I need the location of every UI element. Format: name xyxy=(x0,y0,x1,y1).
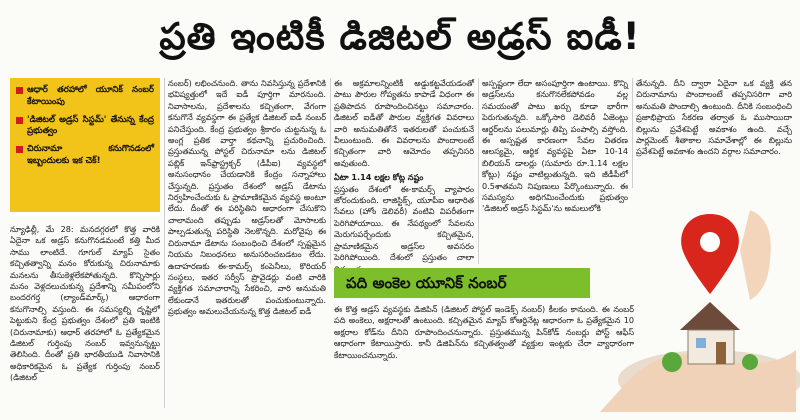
column-3 xyxy=(334,78,474,263)
bullet-icon xyxy=(16,87,23,94)
pointing-hand-icon xyxy=(740,210,771,300)
banner-paragraph: ఈ కొత్త అడ్రస్ వ్యవస్థకు డిజిపిన్ (డిజిటల్ పోస్టల్ ఇండెక్స్ నంబర్) కీలకం కానుంది. ఈ నంబర్ పది అంకెలు, అక్షరాలతో ఉంటుంది. కచ్చితమైన మ్యాప్ కోఆర్డినేట్ల ఆధారంగా ఓ ప్రత్యేకమైన 10 అక్షరాల కోడ్‌ను దీనిని రూపొందించనున్నారు. ప్రస్తుతమున్న పిన్‌కోడ్ నంబర్లు పోస్ట్ ఆఫీస్ ఆధారంగా కేటాయిస్తారు. కానీ డిజిపిన్‌ను కచ్చితత్వంతో వ్యక్తుల ఇంట్లకు చేరా వ్యాధారంగా కేటాయించనున్నారు. xyxy=(334,304,634,360)
highlight-text: చిరునామా కనుగొనడంలో ఇబ్బందులకు ఇక చెక్! xyxy=(27,144,154,166)
bullet-icon xyxy=(16,117,23,124)
highlight-item xyxy=(16,144,154,168)
article-paragraph: ఈ అక్రమాలన్నింటికీ అడ్డుకట్టవేయడంతో పాటు పౌరుల గోప్యతను కాపాడే విధంగా ఈ ప్రతిపాదన రూపొందించినట్టు సమాచారం. డిజిటల్ ఐడీతో పౌరుల వ్యక్తిగత వివరాలు వారి అనుమతితోనే ఇతరులతో పంచుకునే వీలుంటుంది. ఈ వివరాలను పొందాలంటే కచ్చితంగా వారి ఆమోదం తప్పనిసరి అవుతుంది. xyxy=(334,78,474,168)
tree-icon xyxy=(662,352,682,372)
article-paragraph: ప్రస్తుతం దేశంలో ఈ-కామర్స్ వ్యాపారం జోరందుకుంది. లాజిస్టిక్స్, యూపీఐ ఆధారిత సేవలు (హోం డెలివరీ) వంటివి విపరీతంగా పెరిగిపోయాయి. ఈ నేపథ్యంలో సేవలను మెరుగుపర్చేందుకు కచ్చితమైన, ప్రామాణికమైన అడ్రస్‌ల అవసరం పెరిగిపోయింది. దేశంలో ప్రస్తుతం చాలా xyxy=(334,183,474,263)
section-banner: పది అంకెల యూనిక్ నంబర్ xyxy=(334,268,590,298)
column-2 xyxy=(168,78,326,400)
column-divider xyxy=(632,78,633,188)
highlight-text: 'డిజిటల్ అడ్రస్ సిస్టమ్' తేనున్న కేంద్ర ప్రభుత్వం xyxy=(27,114,154,137)
pin-hole-shape xyxy=(700,232,720,252)
column-5 xyxy=(636,78,792,178)
tree-icon xyxy=(742,354,758,370)
bullet-icon xyxy=(16,146,23,153)
column-divider xyxy=(330,78,331,264)
location-pin-icon xyxy=(681,214,739,294)
door-shape xyxy=(716,342,726,364)
headline: ప్రతి ఇంటికీ డిజిటల్ అడ్రస్ ఐడీ! xyxy=(159,15,641,58)
window-shape xyxy=(696,338,706,348)
article-subheading: ఏటా 1.14 లక్షల కోట్ల నష్టం xyxy=(334,172,424,183)
highlight-item xyxy=(16,115,154,139)
article-paragraph: అస్పష్టంగా లేదా అసంపూర్తిగా ఉంటాయి. కొన్ని అడ్రస్‌లను కనుగొనలేకపోవడం వల్ల సమయంతో పాటు ఖర్చు కూడా భారీగా పెరుగుతున్నది. ఒక్కోసారి డెలివరీ ఏజెంట్లు ఆర్డర్‌లను పలుమార్లు తిప్పి పంపాల్సి వస్తోంది. ఈ అస్పష్టత కారణంగా సేవల వితరణ ఆలస్యమై, ఆర్థిక వ్యవస్థపై ఏటా 10-14 బిలియన్ డాలర్లు (సుమారు రూ.1.14 లక్షల కోట్లు) నష్టం వాటిల్లుతున్నది. ఇది జీడీపీలో 0.5శాతమని నిపుణులు పేర్కొంటున్నారు. ఈ సమస్యను అధిగమించేందుకు ప్రభుత్వం 'డిజిటల్ అడ్రస్ సిస్టమ్'ను అమలులోకి xyxy=(482,78,628,214)
highlight-text: ఆధార్ తరహాలో యూనిక్ నంబర్ కేటాయింపు xyxy=(27,85,154,107)
article-paragraph: నంబర్) లభించనుంది. తాను నివసిస్తున్న ప్రదేశానికి భవిష్యత్తులో ఇదే ఐడీ పూర్తిగా మారనుంది. నివాసాలను, ప్రదేశాలను కచ్చితంగా, వేగంగా కనుగొనే వ్యవస్థగా ఈ ప్రత్యేక డిజిటల్ ఐడీ నంబర్ పనిచేస్తుంది. కేంద్ర ప్రభుత్వం శ్రీకారం చుట్టనున్న ఓ అంగ్ల ప్రతిక వార్తా కథనాన్ని ప్రచురించింది. ప్రస్తుతమున్న పోస్టల్ చిరునామా లను డిజిటల్ పబ్లిక్ ఇన్‌ఫ్రాస్ట్రక్చర్ (డీపీఐ) వ్యవస్థలో అనుసంధానం చేయడానికి కేంద్రం సన్నాహాలు చేస్తున్నది. ప్రస్తుతం దేశంలో అడ్రస్ డేటాను నిర్వహించేందుకు ఓ ప్రామాణికమైన వ్యవస్థ అంటూ లేదు. దీంతో ఈ పరిస్థితిని ఆధారంగా చేసుకొని చాలామంది తప్పుడు అడ్రస్‌లతో మోసాలకు పాల్పడుతున్న పరిస్థితి నెలకొన్నది. మరోవైపు ఈ చిరునామా డేటాను సంబంధించి దేశంలో స్పష్టమైన నియమ నిబంధనలు అనుసరించబడటం లేదు. ఉదాహరణకు ఈ-కామర్స్ కంపెనీలు, కొరియర్ సంస్థలు, ఇతర సర్వీస్ ప్రొవైడర్లు వంటి వారికి వ్యక్తిగత సమాచారాన్ని సేకరించి, వారి అనుమతి లేకుండానే ఇతరులతో పంచుకుంటున్నారు. ప్రభుత్వం అమలుచేయనున్న కొత్త డిజిటల్ ఐడీ xyxy=(168,78,326,317)
article-paragraph: న్యూఢిల్లీ, మే 28: మనదగ్గరలో కొత్త వారికి ఏదైనా ఒక అడ్రస్ కనుగొనడమంటే కత్తి మీద సాము లాంటిదే. గూగుల్ మ్యాప్ సైతం కచ్చితత్వాన్ని మనం కోరుకున్న చిరునామాకు మనలను తీసుకెళ్లలేకపోతున్నది. కొన్నిసార్లు మనం వెళ్లదలుచుకున్న ప్రదేశాన్ని సమీపంలోని బందరగర్త (ల్యాండ్‌మార్క్) ఆధారంగా కనుగొనాల్సి వస్తుంది. ఈ సమస్యల్ని దృష్టిలో పెట్టుకుని కేంద్ర ప్రభుత్వం దేశంలో ప్రతి ఇంటికి (చిరునామాకు) ఆధార్ తరహాలో ఓ ప్రత్యేకమైన డిజిటల్ గుర్తింపు నంబర్ ఇవ్వనున్నట్టు తెలిసింది. దీంతో ప్రతి భారతీయుడి నివాసానికి అధికారికమైన ఓ ప్రత్యేక గుర్తింపు నంబర్ (డిజిటల్ xyxy=(10,224,160,383)
house-icon xyxy=(688,330,734,364)
house-location-illustration xyxy=(600,190,796,412)
column-divider xyxy=(478,78,479,264)
article-paragraph: తేనున్నది. దీని ద్వారా ఏదైనా ఒక వ్యక్తి తన చిరునామాను పొందాలంటే తప్పనిసరిగా వారి అనుమతి పొందాల్సి ఉంటుంది. దీనికి సంబంధించి ప్రజాభిప్రాయ సేకరణ తర్వాత ఓ ముసాయిదా బిల్లును ప్రవేశపెట్టే అవకాశం ఉంది. వచ్చే పార్లమెంట్ శీతాకాల సమావేశాల్లో ఈ బిల్లును ప్రవేశపెట్టే అవకాశం ఉందని వర్గాల సమాచారం. xyxy=(636,78,792,157)
highlights-box xyxy=(10,78,160,216)
column-1 xyxy=(10,78,160,408)
column-divider xyxy=(164,78,165,408)
roof-shape xyxy=(680,302,740,330)
highlight-item xyxy=(16,85,154,109)
